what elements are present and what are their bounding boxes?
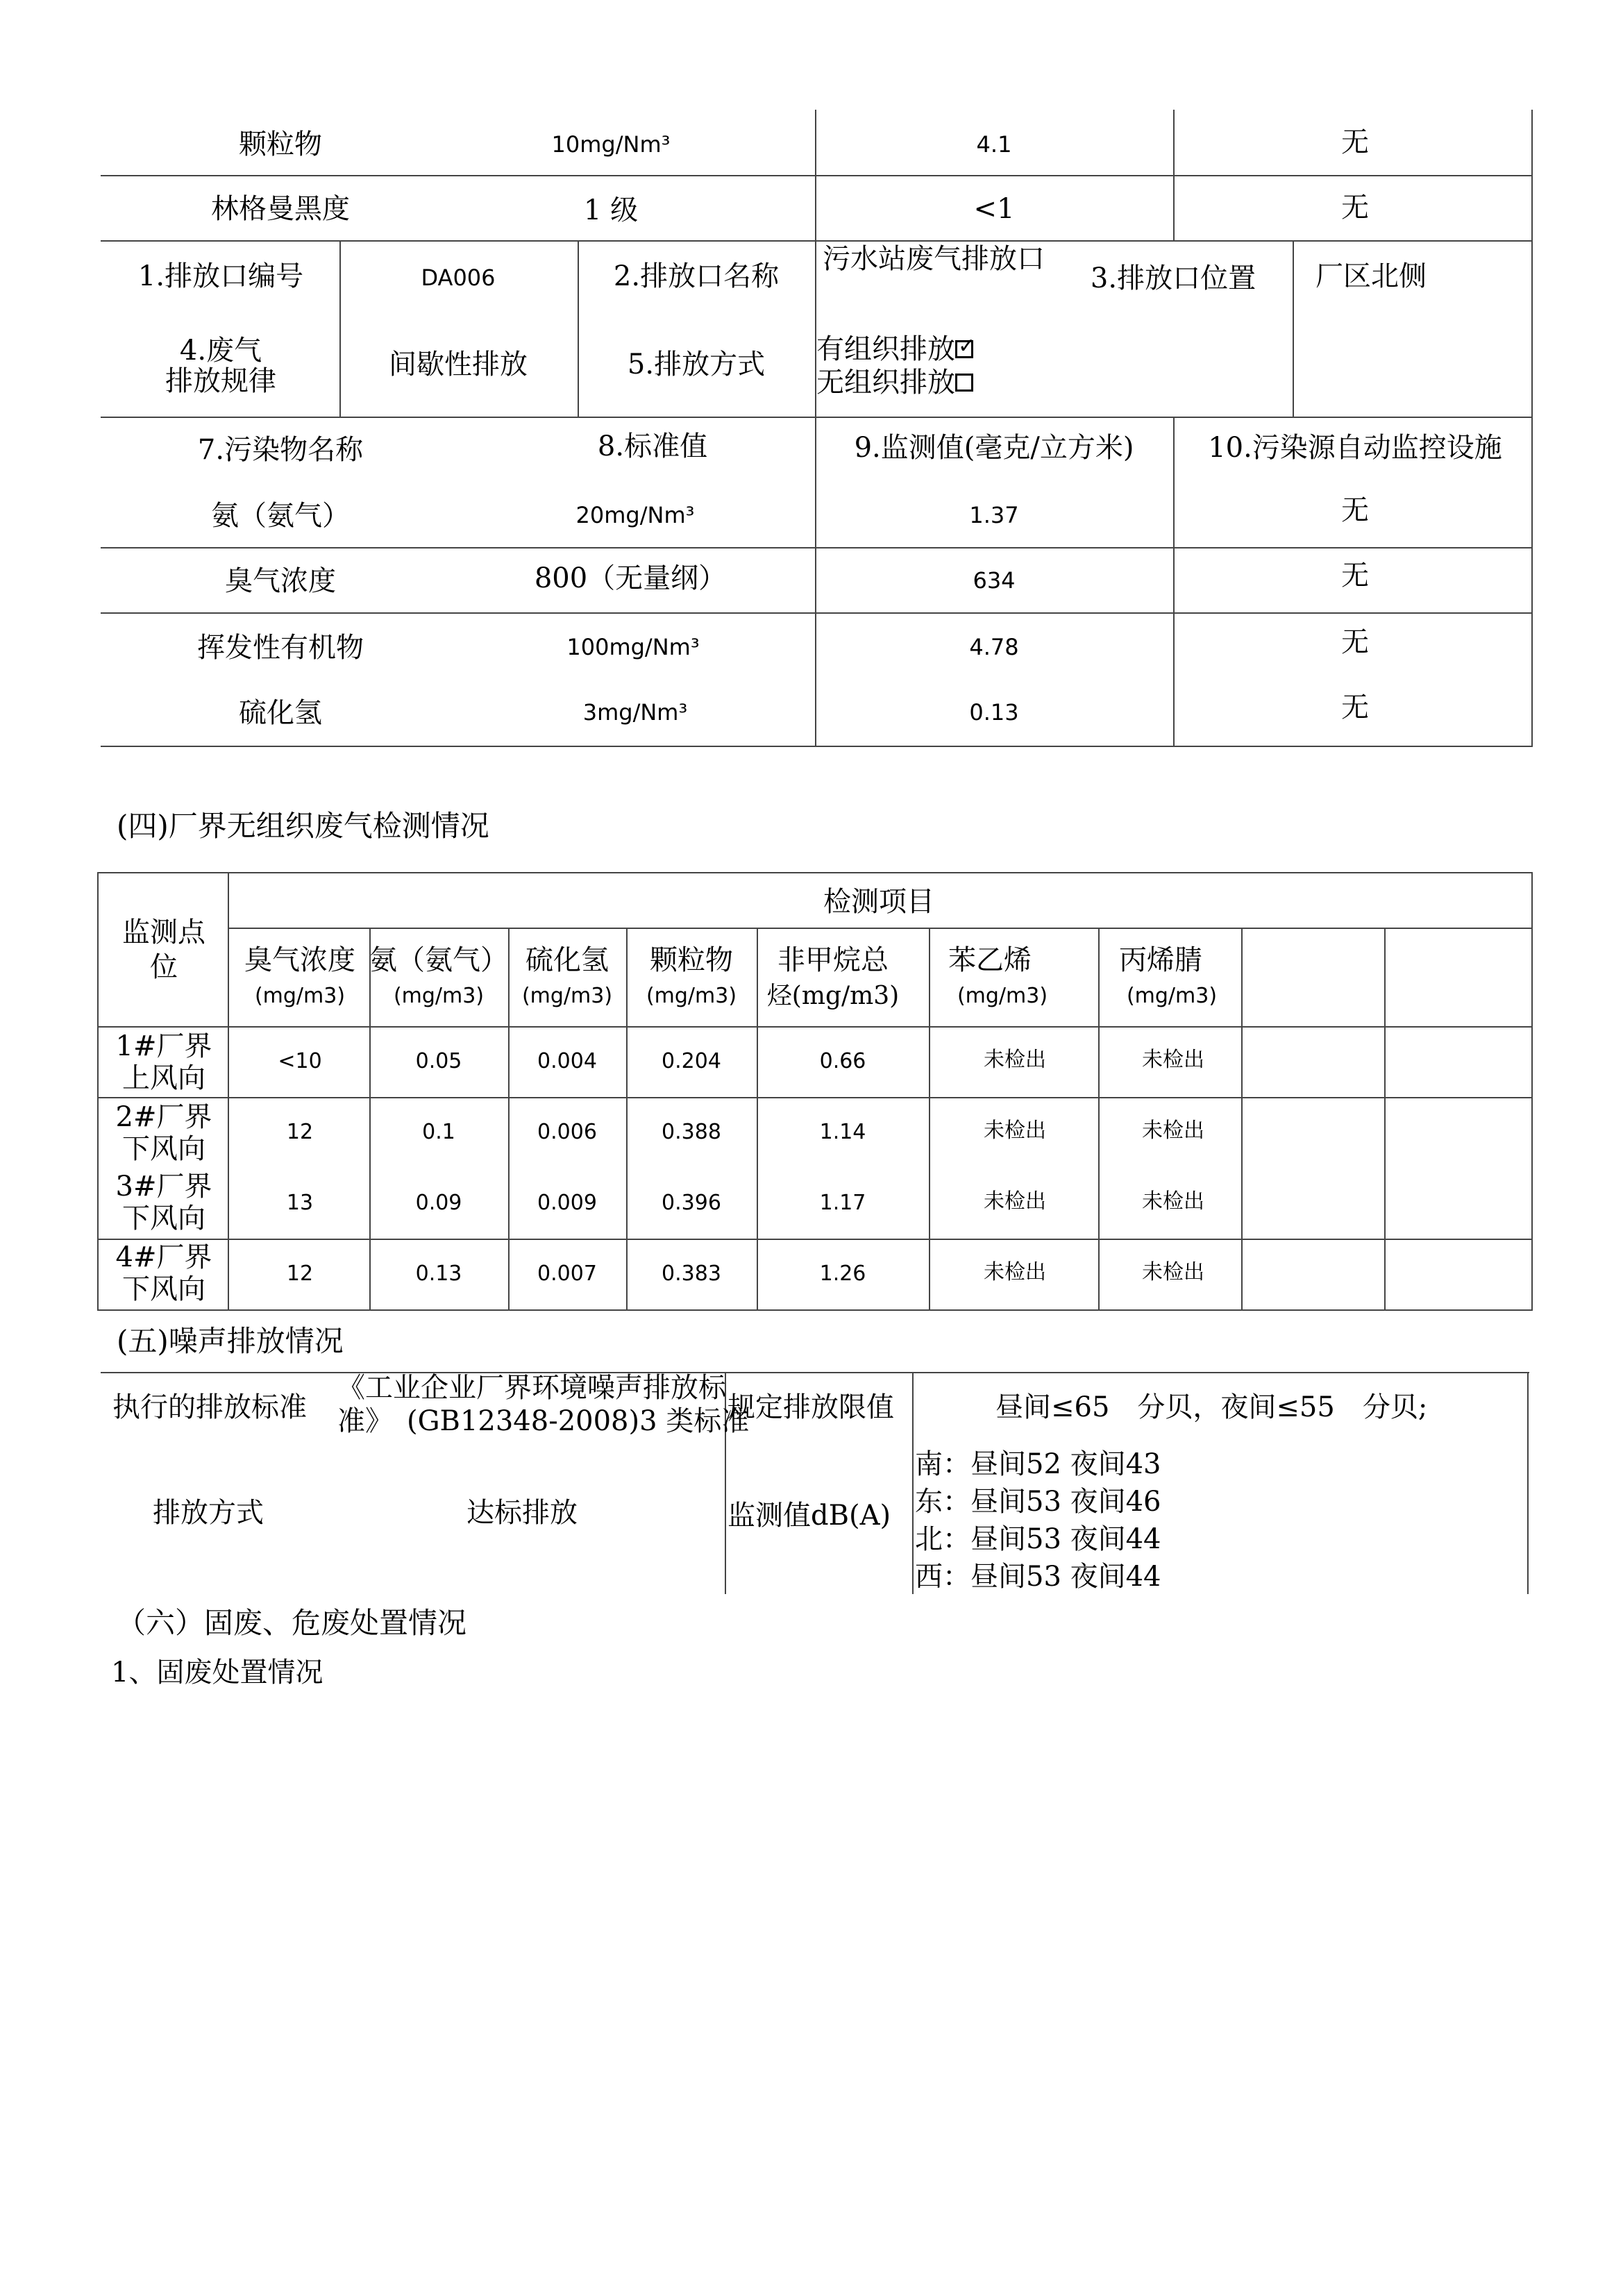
- cell-value: 12: [286, 1120, 314, 1144]
- column-unit: (mg/m3): [254, 984, 346, 1008]
- cell-value: 未检出: [984, 1118, 1046, 1143]
- noise-reading-south: 南：昼间52 夜间43: [915, 1448, 1161, 1480]
- monitor-point-header: 监测点: [122, 916, 205, 948]
- column-header: 苯乙烯: [948, 944, 1032, 976]
- outlet-position-label: 3.排放口位置: [1090, 262, 1256, 294]
- emission-rule-value: 间歇性排放: [389, 349, 528, 380]
- outlet-name-label: 2.排放口名称: [613, 260, 780, 292]
- monitor-value: 0.13: [969, 699, 1019, 726]
- section-6-subtitle: 1、固废处置情况: [111, 1657, 323, 1689]
- auto-monitor-value: 无: [1341, 126, 1369, 158]
- test-items-header: 检测项目: [823, 886, 934, 918]
- column-header: 丙烯腈: [1119, 944, 1202, 976]
- cell-value: 未检出: [1142, 1189, 1204, 1214]
- monitor-point: 上风向: [122, 1062, 205, 1094]
- cell-value: 未检出: [984, 1189, 1046, 1214]
- cell-value: 1.17: [819, 1191, 866, 1215]
- emission-rule-label: 4.废气: [179, 335, 262, 367]
- limit-value: 昼间≤65 分贝，夜间≤55 分贝;: [995, 1391, 1428, 1423]
- pollutant-name: 颗粒物: [239, 128, 322, 160]
- section-5-title: (五)噪声排放情况: [117, 1324, 344, 1358]
- cell-value: 未检出: [1142, 1118, 1204, 1143]
- monitor-value: 4.78: [969, 634, 1019, 660]
- pollutant-name: 林格曼黑度: [211, 193, 350, 225]
- monitor-point: 3#厂界: [115, 1171, 212, 1203]
- monitor-point: 下风向: [122, 1133, 205, 1165]
- column-header: 硫化氢: [525, 944, 609, 976]
- monitor-value-label: 监测值dB(A): [728, 1500, 891, 1532]
- cell-value: 0.383: [662, 1262, 721, 1286]
- header-monitor-value: 9.监测值(毫克/立方米): [854, 432, 1134, 464]
- emission-mode-option-unorganized[interactable]: [816, 367, 955, 399]
- monitor-value: <1: [973, 193, 1015, 225]
- unchecked-box-icon[interactable]: [955, 374, 973, 392]
- noise-reading-west: 西：昼间53 夜间44: [915, 1561, 1161, 1593]
- column-unit: (mg/m3): [393, 984, 485, 1008]
- monitor-point: 4#厂界: [115, 1241, 212, 1273]
- cell-value: 未检出: [984, 1048, 1046, 1072]
- noise-standard-value: 《工业企业厂界环境噪声排放标: [337, 1372, 726, 1404]
- cell-value: 0.05: [415, 1049, 462, 1073]
- option-label: 无组织排放: [816, 367, 955, 399]
- column-unit: (mg/m3): [957, 984, 1048, 1008]
- pollutant-name: 挥发性有机物: [197, 632, 364, 664]
- standard-value: 800（无量纲）: [534, 562, 727, 594]
- standard-value: 3mg/Nm³: [582, 699, 688, 726]
- noise-reading-east: 东：昼间53 夜间46: [915, 1486, 1161, 1518]
- noise-reading-north: 北：昼间53 夜间44: [915, 1523, 1161, 1555]
- section-4-title: (四)厂界无组织废气检测情况: [117, 809, 489, 843]
- option-label: 有组织排放: [816, 333, 955, 365]
- column-unit: 烃(mg/m3): [766, 982, 900, 1010]
- emission-mode-label: 排放方式: [153, 1497, 264, 1529]
- header-auto-monitor: 10.污染源自动监控设施: [1208, 432, 1502, 464]
- outlet-name-value: 污水站废气排放口: [823, 243, 1045, 275]
- auto-monitor-value: 无: [1341, 494, 1369, 526]
- pollutant-name: 硫化氢: [239, 697, 322, 729]
- auto-monitor-value: 无: [1341, 192, 1369, 224]
- cell-value: 0.007: [537, 1262, 597, 1286]
- monitor-point: 2#厂界: [115, 1101, 212, 1133]
- monitor-value: 634: [973, 567, 1016, 594]
- header-pollutant: 7.污染物名称: [197, 434, 364, 466]
- cell-value: 0.13: [415, 1262, 462, 1286]
- outlet-no-value: DA006: [421, 265, 496, 291]
- cell-value: 0.204: [662, 1049, 721, 1073]
- cell-value: 0.009: [537, 1191, 597, 1215]
- auto-monitor-value: 无: [1341, 560, 1369, 592]
- column-header: 非甲烷总: [777, 944, 889, 976]
- emission-mode-label: 5.排放方式: [627, 349, 766, 380]
- monitor-point-header: 位: [150, 951, 178, 983]
- cell-value: 0.388: [662, 1120, 721, 1144]
- noise-standard-value: 准》 (GB12348-2008)3 类标准: [337, 1405, 750, 1437]
- monitor-point: 1#厂界: [115, 1030, 212, 1062]
- cell-value: 未检出: [1142, 1260, 1204, 1284]
- cell-value: 0.09: [415, 1191, 462, 1215]
- auto-monitor-value: 无: [1341, 692, 1369, 723]
- column-header: 颗粒物: [650, 944, 733, 976]
- section-6-title: （六）固废、危废处置情况: [117, 1606, 467, 1640]
- cell-value: <10: [278, 1049, 322, 1073]
- emission-rule-label: 排放规律: [165, 365, 276, 397]
- monitor-value: 1.37: [969, 502, 1019, 528]
- column-header: 氨（氨气）: [369, 944, 508, 976]
- cell-value: 0.396: [662, 1191, 721, 1215]
- column-header: 臭气浓度: [244, 944, 355, 976]
- auto-monitor-value: 无: [1341, 626, 1369, 658]
- cell-value: 未检出: [984, 1260, 1046, 1284]
- cell-value: 13: [286, 1191, 314, 1215]
- cell-value: 1.26: [819, 1262, 866, 1286]
- cell-value: 0.004: [537, 1049, 597, 1073]
- cell-value: 0.1: [422, 1120, 455, 1144]
- monitor-point: 下风向: [122, 1203, 205, 1234]
- header-standard: 8.标准值: [597, 430, 708, 462]
- standard-value: 20mg/Nm³: [575, 502, 695, 528]
- standard-value: 100mg/Nm³: [566, 634, 700, 660]
- limit-label: 规定排放限值: [728, 1391, 894, 1423]
- standard-value: 10mg/Nm³: [551, 131, 671, 158]
- monitor-value: 4.1: [976, 131, 1012, 158]
- emission-mode-option-organized[interactable]: [816, 333, 955, 365]
- cell-value: 12: [286, 1262, 314, 1286]
- cell-value: 0.006: [537, 1120, 597, 1144]
- cell-value: 0.66: [819, 1049, 866, 1073]
- pollutant-name: 氨（氨气）: [211, 500, 350, 532]
- outlet-no-label: 1.排放口编号: [137, 260, 304, 292]
- monitor-point: 下风向: [122, 1273, 205, 1305]
- column-unit: (mg/m3): [646, 984, 737, 1008]
- checked-box-icon[interactable]: [955, 340, 973, 358]
- pollutant-name: 臭气浓度: [225, 565, 336, 597]
- standard-value: 1 级: [583, 194, 639, 226]
- noise-standard-label: 执行的排放标准: [112, 1391, 307, 1423]
- outlet-position-value: 厂区北侧: [1315, 260, 1427, 292]
- emission-mode-value: 达标排放: [466, 1497, 578, 1529]
- cell-value: 1.14: [819, 1120, 866, 1144]
- column-unit: (mg/m3): [521, 984, 613, 1008]
- column-unit: (mg/m3): [1126, 984, 1218, 1008]
- cell-value: 未检出: [1142, 1048, 1204, 1072]
